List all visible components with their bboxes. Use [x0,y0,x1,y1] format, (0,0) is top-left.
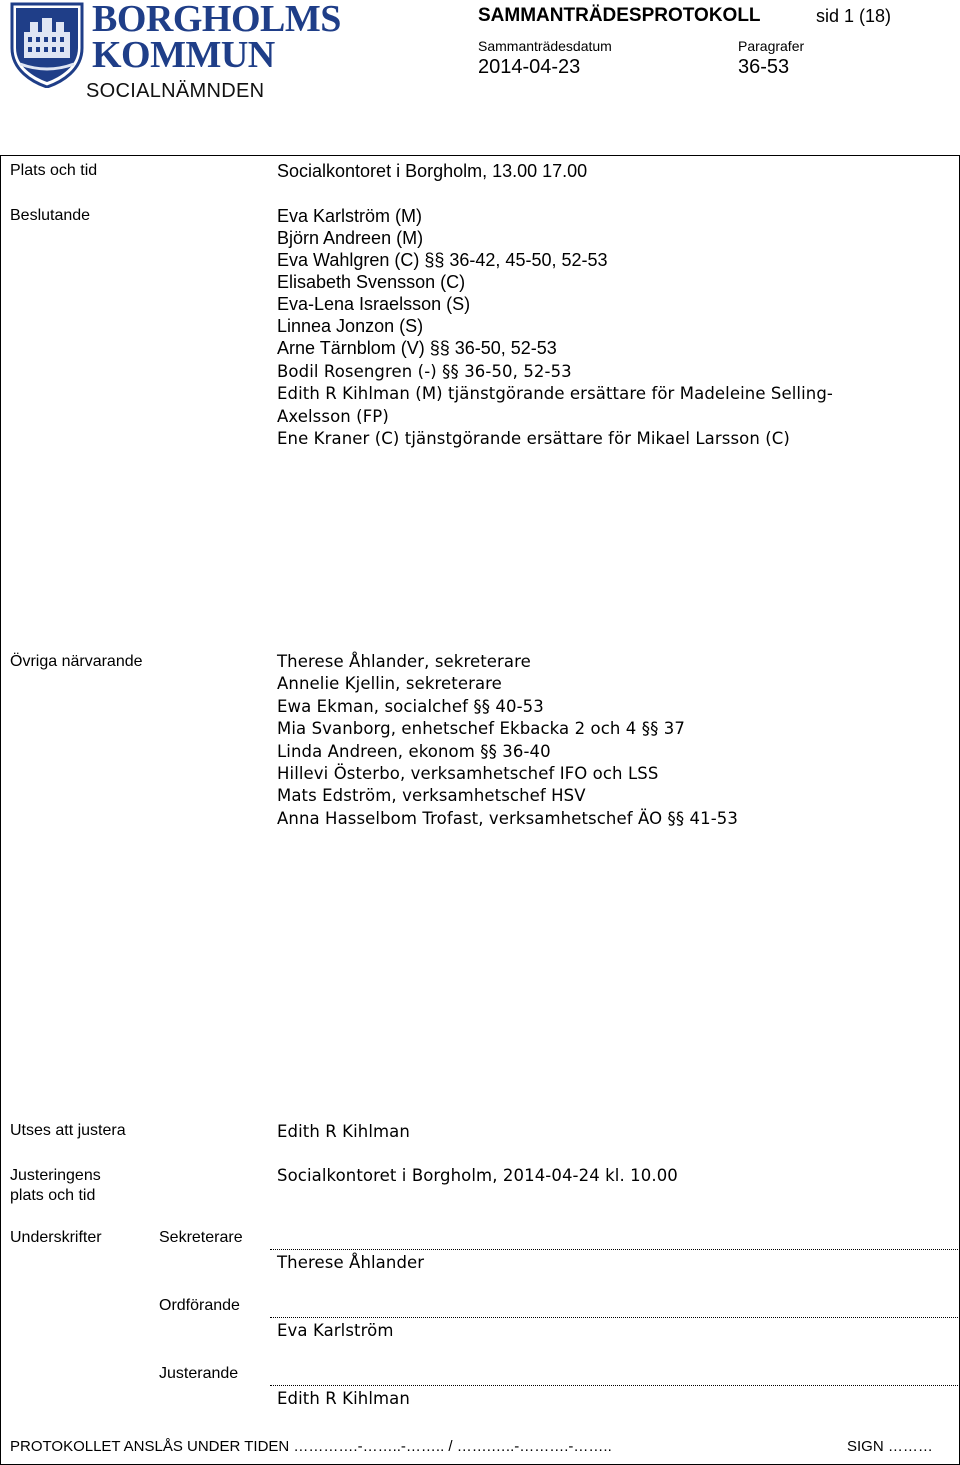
adjust-place-value: Socialkontoret i Borgholm, 2014-04-24 kl. 10.00 [277,1166,678,1185]
adjuster-value: Edith R Kihlman [277,1122,410,1141]
meeting-date-label: Sammanträdesdatum [478,38,612,54]
decision-makers-list [277,205,608,359]
adjust-place-label-2: plats och tid [10,1187,96,1204]
posting-period-text: PROTOKOLLET ANSLÅS UNDER TIDEN ………….-……..-…….. / …….…..-……….-…….. [10,1438,612,1455]
list-item: Bodil Rosengren (-) §§ 36-50, 52-53 [277,362,572,381]
sign-field: SIGN ……… [847,1438,933,1455]
adjuster-label: Utses att justera [10,1122,126,1139]
list-item: Edith R Kihlman (M) tjänstgörande ersättare för Madeleine Selling- [277,384,833,404]
list-item: Hillevi Österbo, verksamhetschef IFO och LSS [277,764,659,784]
signature-line-chair [270,1317,960,1318]
list-item: Anna Hasselbom Trofast, verksamhetschef ÄO §§ 41-53 [277,808,739,828]
signature-name-adjuster: Edith R Kihlman [277,1389,410,1408]
signature-role-chair: Ordförande [159,1297,240,1314]
document-title: SAMMANTRÄDESPROTOKOLL [478,5,761,26]
signature-name-secretary: Therese Åhlander [277,1253,425,1272]
municipal-crest-logo [10,2,84,88]
list-item: Linnea Jonzon (S) [277,316,424,336]
signature-line-adjuster [270,1385,960,1386]
list-item: Ewa Ekman, socialchef §§ 40-53 [277,696,544,716]
signature-line-secretary [270,1249,960,1250]
list-item: Linda Andreen, ekonom §§ 36-40 [277,741,551,761]
others-present-list [277,651,738,830]
place-time-label: Plats och tid [10,162,98,179]
signature-role-secretary: Sekreterare [159,1229,243,1246]
signature-name-chair: Eva Karlström [277,1321,394,1340]
list-item: Mia Svanborg, enhetschef Ekbacka 2 och 4 §§ 37 [277,719,685,739]
list-item: Eva Wahlgren (C) §§ 36-42, 45-50, 52-53 [277,250,608,270]
logo-line-2: KOMMUN [92,34,275,76]
list-item: Björn Andreen (M) [277,228,424,248]
decision-makers-label: Beslutande [10,207,91,224]
list-item: Annelie Kjellin, sekreterare [277,674,502,694]
adjust-place-label-1: Justeringens [10,1167,101,1184]
meeting-date-value: 2014-04-23 [478,56,581,78]
signatures-label: Underskrifter [10,1229,102,1246]
list-item: Ene Kraner (C) tjänstgörande ersättare för Mikael Larsson (C) [277,429,790,449]
list-item: Arne Tärnblom (V) §§ 36-50, 52-53 [277,338,557,358]
others-present-label: Övriga närvarande [10,653,143,670]
signature-role-adjuster: Justerande [159,1365,239,1382]
department-name: SOCIALNÄMNDEN [86,80,265,102]
page-indicator: sid 1 (18) [816,6,892,26]
list-item: Elisabeth Svensson (C) [277,272,466,292]
paragraphs-value: 36-53 [738,56,790,78]
frame-left-border [0,155,1,1465]
list-item: Eva Karlström (M) [277,206,423,226]
paragraphs-label: Paragrafer [738,38,805,54]
decision-makers-list-cont [277,361,833,451]
list-item: Mats Edström, verksamhetschef HSV [277,786,586,806]
list-item: Axelsson (FP) [277,406,389,426]
list-item: Eva-Lena Israelsson (S) [277,294,471,314]
frame-top-border [0,155,960,156]
logo-line-1: BORGHOLMS [92,0,341,40]
place-time-value: Socialkontoret i Borgholm, 13.00 17.00 [277,161,588,181]
list-item: Therese Åhlander, sekreterare [277,652,531,671]
